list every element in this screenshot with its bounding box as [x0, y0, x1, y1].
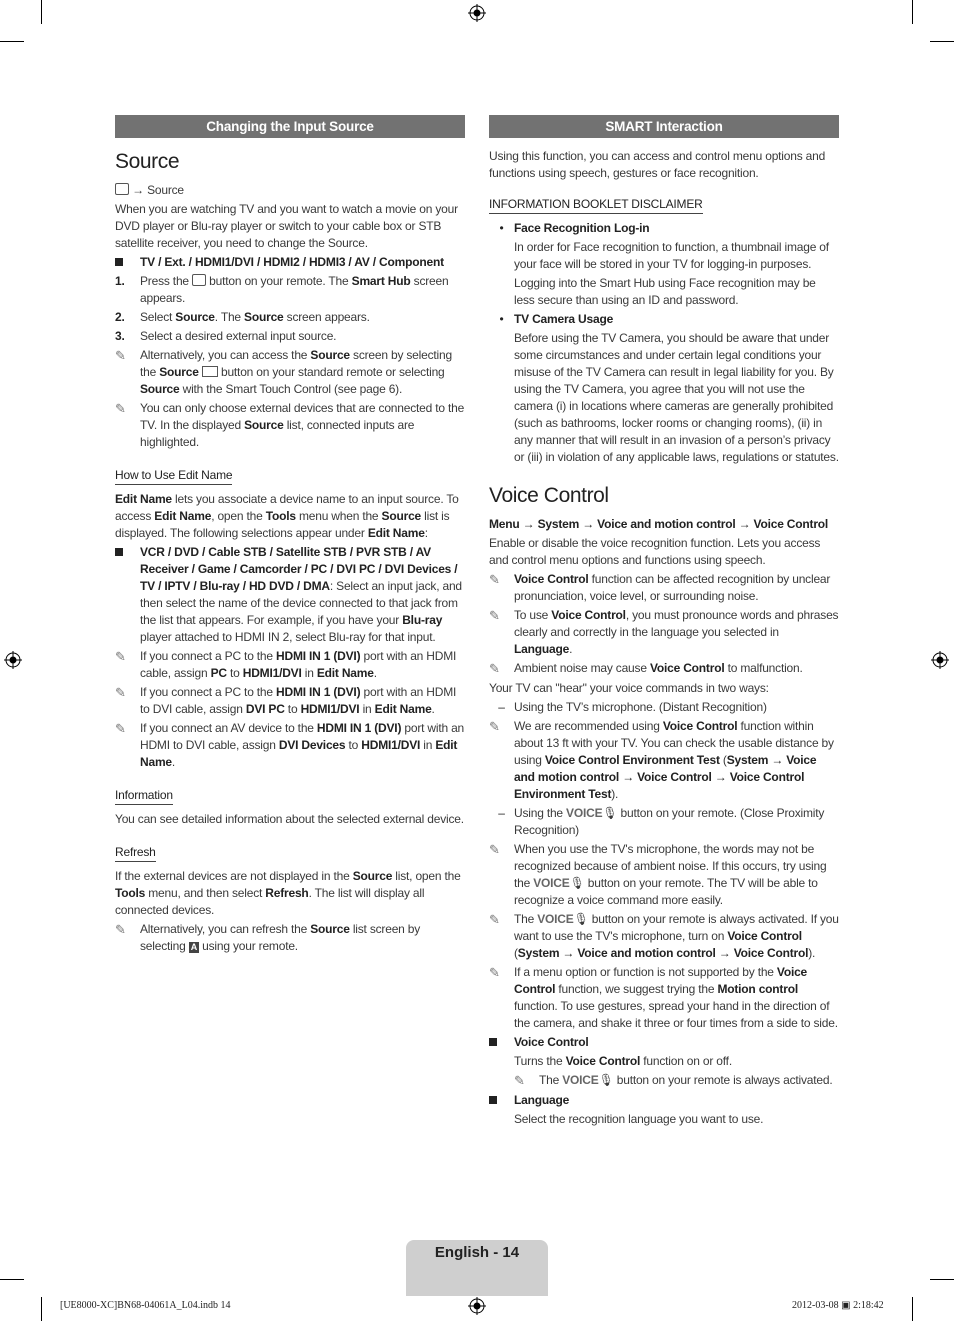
- crop-mark: [41, 0, 42, 24]
- intro-paragraph: Using this function, you can access and control menu options and functions using speech, gestures or face recognition.: [489, 149, 826, 180]
- page-number: English - 14: [434, 1244, 520, 1261]
- note: ✎ Ambient noise may cause Voice Control to malfunction.: [489, 661, 803, 676]
- smart-hub-button-icon: [115, 183, 129, 195]
- list-item: – Using the VOICE🎙 button on your remote. (Close Proximity Recognition): [498, 806, 825, 837]
- note-pencil-icon: ✎: [115, 401, 126, 416]
- intro-paragraph: When you are watching TV and you want to watch a movie on your DVD player or Blu-ray player or switch to your cable box or STB satellite receiver, you need to change the Source.: [115, 202, 458, 250]
- microphone-icon: 🎙: [573, 912, 589, 926]
- step-3: 3. Select a desired external input source.: [115, 329, 337, 343]
- paragraph: Your TV can "hear" your voice commands in two ways:: [489, 681, 769, 695]
- section-title: Voice Control: [489, 484, 609, 507]
- note: ✎ Alternatively, you can refresh the Source list screen by selecting A using your remote.: [115, 922, 421, 953]
- subsection-heading: INFORMATION BOOKLET DISCLAIMER: [489, 196, 703, 214]
- note: ✎ If you connect a PC to the HDMI IN 1 (DVI) port with an HDMI to DVI cable, assign DVI PC to HDMI1/DVI in Edit Name.: [115, 685, 457, 716]
- smart-hub-button-icon: [192, 274, 206, 286]
- microphone-icon: 🎙: [569, 876, 585, 890]
- note-pencil-icon: ✎: [489, 842, 500, 857]
- crop-mark: [0, 1279, 24, 1280]
- list-item: • TV Camera Usage: [499, 312, 614, 326]
- note-pencil-icon: ✎: [115, 649, 126, 664]
- subsection-heading: Refresh: [115, 844, 156, 862]
- section-title: Source: [115, 150, 180, 173]
- right-column: [489, 115, 839, 1130]
- square-bullet-icon: [115, 548, 123, 556]
- paragraph: Turns the Voice Control function on or off.: [514, 1054, 732, 1068]
- note: ✎ You can only choose external devices that are connected to the TV. In the displayed Source list, connected inputs are highlighted.: [115, 401, 465, 449]
- list-item: Voice Control: [489, 1034, 839, 1051]
- paragraph: Select the recognition language you want to use.: [514, 1112, 764, 1126]
- list-item: TV / Ext. / HDMI1/DVI / HDMI2 / HDMI3 / AV / Component: [115, 254, 465, 271]
- imprint-right: 2012-03-08 ▣ 2:18:42: [792, 1300, 884, 1311]
- list-item: • Face Recognition Log-in: [499, 221, 650, 235]
- note-pencil-icon: ✎: [115, 922, 126, 937]
- microphone-icon: 🎙: [598, 1073, 614, 1087]
- note: ✎ When you use the TV's microphone, the words may not be recognized because of ambient noise. If this occurs, try using the VOICE🎙 button on your remote. The TV will be able to recognize a voice command more easily.: [489, 842, 827, 907]
- note-pencil-icon: ✎: [489, 661, 500, 676]
- paragraph: Before using the TV Camera, you should be aware that under some circumstances and under certain legal conditions your misuse of the TV Camera can result in legal liability for you. By using the TV Camera, you agree that you will not use the camera (i) in locations where cameras are generally prohibited (such as bathrooms, locker rooms or changing rooms), (ii) in any manner that will result in an invasion of a person’s privacy or (iii) in violation of any applicable laws, regulations or statutes.: [514, 331, 839, 464]
- section-banner: SMART Interaction: [489, 115, 839, 138]
- source-button-icon: [202, 366, 218, 377]
- note-pencil-icon: ✎: [514, 1073, 525, 1088]
- paragraph: You can see detailed information about the selected external device.: [115, 812, 464, 826]
- crop-mark: [930, 1279, 954, 1280]
- crop-mark: [930, 41, 954, 42]
- paragraph: Logging into the Smart Hub using Face recognition may be less secure than using an ID and password.: [514, 276, 816, 307]
- note: ✎ If you connect an AV device to the HDMI IN 1 (DVI) port with an HDMI to DVI cable, assign DVI Devices to HDMI1/DVI in Edit Name.: [115, 721, 465, 769]
- note: ✎ We are recommended using Voice Control function within about 13 ft with your TV. You can check the usable distance by using Voice Control Environment Test (System → Voice and motion control → Voice Control → Voice Control Environment Test).: [489, 719, 834, 801]
- note: ✎ To use Voice Control, you must pronounce words and phrases clearly and correctly in the language you selected in Language.: [489, 608, 839, 656]
- note: ✎ If you connect a PC to the HDMI IN 1 (DVI) port with an HDMI cable, assign PC to HDMI1/DVI in Edit Name.: [115, 649, 457, 680]
- a-button-icon: A: [190, 942, 198, 952]
- note-pencil-icon: ✎: [489, 912, 500, 927]
- note-pencil-icon: ✎: [115, 348, 126, 363]
- paragraph: If the external devices are not displayed in the Source list, open the Tools menu, and then select Refresh. The list will display all connected devices.: [115, 869, 461, 917]
- note: ✎ Voice Control function can be affected recognition by unclear pronunciation, voice level, or surrounding noise.: [489, 572, 831, 603]
- note-pencil-icon: ✎: [489, 608, 500, 623]
- paragraph: Enable or disable the voice recognition function. Lets you access and control menu options and functions using speech.: [489, 536, 821, 567]
- note: ✎ The VOICE🎙 button on your remote is always activated.: [514, 1073, 833, 1088]
- note-pencil-icon: ✎: [115, 685, 126, 700]
- menu-path: → Source: [115, 182, 465, 199]
- note: ✎ The VOICE🎙 button on your remote is always activated. If you want to use the TV's microphone, turn on Voice Control (System → Voice and motion control → Voice Control).: [489, 912, 839, 960]
- list-item: – Using the TV’s microphone. (Distant Recognition): [498, 700, 767, 714]
- note: ✎ If a menu option or function is not supported by the Voice Control function, we suggest trying the Motion control function. To use gestures, spread your hand in the direction of the camera, and shake it three or four times from a side to side.: [489, 965, 838, 1030]
- registration-mark-icon: [4, 651, 22, 669]
- step-2: 2. Select Source. The Source screen appears.: [115, 310, 370, 324]
- square-bullet-icon: [489, 1096, 497, 1104]
- square-bullet-icon: [489, 1038, 497, 1046]
- section-banner: Changing the Input Source: [115, 115, 465, 138]
- square-bullet-icon: [115, 258, 123, 266]
- note-pencil-icon: ✎: [489, 572, 500, 587]
- microphone-icon: 🎙: [602, 806, 618, 820]
- crop-mark: [0, 41, 24, 42]
- subsection-heading: How to Use Edit Name: [115, 467, 232, 485]
- note-pencil-icon: ✎: [115, 721, 126, 736]
- voice-button-label: VOICE: [566, 806, 603, 820]
- registration-mark-icon: [468, 1297, 486, 1315]
- menu-path: Menu → System → Voice and motion control → Voice Control: [489, 517, 829, 531]
- note: ✎ Alternatively, you can access the Source screen by selecting the Source button on your standard remote or selecting Source with the Smart Touch Control (see page 6).: [115, 348, 452, 396]
- paragraph: In order for Face recognition to function, a thumbnail image of your face will be stored in your TV for logging-in purposes.: [514, 240, 829, 271]
- crop-mark: [912, 1297, 913, 1321]
- step-1: 1. Press the button on your remote. The Smart Hub screen appears.: [115, 274, 449, 305]
- subsection-heading: Information: [115, 787, 173, 805]
- crop-mark: [912, 0, 913, 24]
- note-pencil-icon: ✎: [489, 965, 500, 980]
- list-item: VCR / DVD / Cable STB / Satellite STB / PVR STB / AV Receiver / Game / Camcorder / PC / DVI PC / DVI Devices / TV / IPTV / Blu-ray / HD DVD / DMA: Select an input jack, and then select the name of the device connected to that jack from the list that appears. For example, if you have your Blu-ray player attached to HDMI IN 2, select Blu-ray for that input.: [115, 544, 465, 646]
- imprint-left: [UE8000-XC]BN68-04061A_L04.indb 14: [60, 1300, 231, 1311]
- paragraph: Edit Name lets you associate a device name to an input source. To access Edit Name, open the Tools menu when the Source list is displayed. The following selections appear under Edit Name:: [115, 492, 459, 540]
- note-pencil-icon: ✎: [489, 719, 500, 734]
- registration-mark-icon: [468, 4, 486, 22]
- left-column: [115, 115, 465, 957]
- list-item: Language: [489, 1092, 839, 1109]
- registration-mark-icon: [931, 651, 949, 669]
- crop-mark: [41, 1297, 42, 1321]
